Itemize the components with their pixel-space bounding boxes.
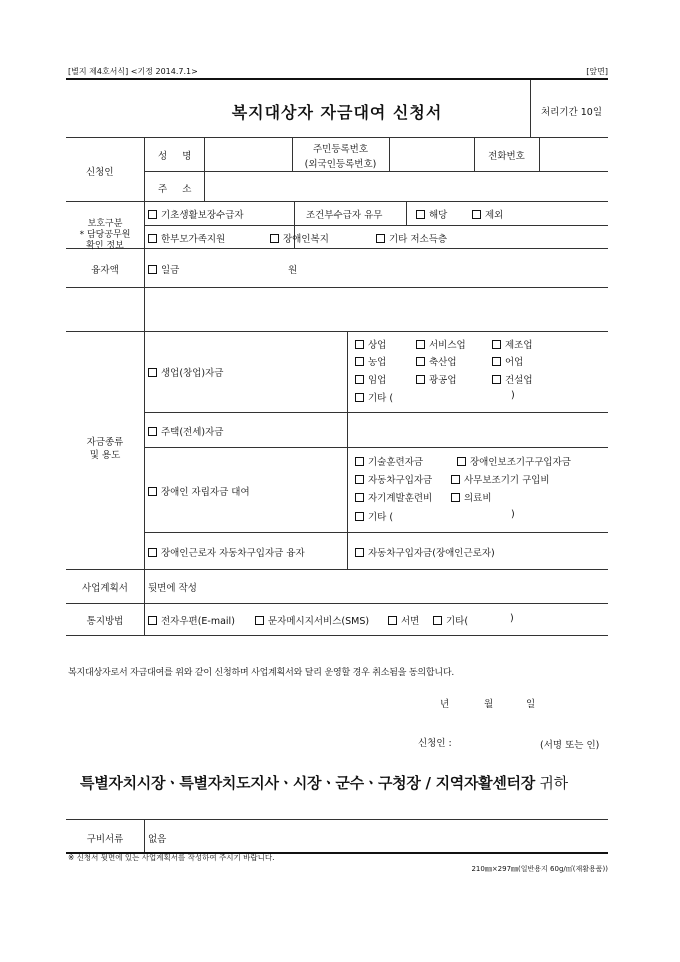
checkbox-icon[interactable]: [148, 210, 157, 219]
business-fund-option[interactable]: 생업(창업)자금: [148, 365, 223, 379]
application-form: [66, 78, 608, 854]
conditional-label: 조건부수급자 유무: [306, 210, 383, 221]
protection-label: 보호구분 * 담당공무원 확인 정보: [79, 219, 131, 251]
business-fishery[interactable]: 어업: [492, 354, 523, 368]
business-livestock[interactable]: 축산업: [416, 354, 457, 368]
self-development-fund[interactable]: 자기계발훈련비: [355, 490, 432, 504]
disabled-independence-option[interactable]: 장애인 자립자금 대여: [148, 484, 250, 498]
rrn-sublabel: (외국인등록번호): [304, 159, 377, 170]
amount-unit: 원: [288, 265, 298, 276]
addressee: [80, 772, 568, 793]
date-day[interactable]: 일: [526, 699, 536, 710]
business-service[interactable]: 서비스업: [416, 337, 466, 351]
notify-email[interactable]: 전자우편(E-mail): [148, 613, 235, 627]
business-forestry[interactable]: 임업: [355, 372, 386, 386]
single-parent-option[interactable]: 한부모가족지원: [148, 231, 225, 245]
phone-label: 전화번호: [488, 151, 525, 162]
car-purchase-fund[interactable]: 자동차구입자금: [355, 472, 432, 486]
conditional-no-option[interactable]: 제외: [472, 207, 503, 221]
addressee-officials: 특별자치시장ㆍ특별자치도지사ㆍ시장ㆍ군수ㆍ구청장 / 지역자활센터장: [80, 774, 535, 792]
checkbox-icon[interactable]: [355, 548, 364, 557]
checkbox-icon[interactable]: [255, 616, 264, 625]
checkbox-icon[interactable]: [148, 427, 157, 436]
conditional-yes-option[interactable]: 해당: [416, 207, 447, 221]
disabled-worker-option[interactable]: 장애인근로자 자동차구입자금 융자: [148, 545, 305, 559]
documents-value: 없음: [148, 834, 167, 845]
footnote: ※ 신청서 뒷면에 있는 사업계획서를 작성하여 주시기 바랍니다.: [68, 853, 275, 862]
checkbox-icon[interactable]: [148, 234, 157, 243]
notification-label: 통지방법: [86, 616, 124, 627]
notify-other[interactable]: 기타(: [433, 613, 468, 627]
checkbox-icon[interactable]: [148, 368, 157, 377]
paper-spec: 210㎜×297㎜(일반용지 60g/㎡(재활용품)): [471, 865, 608, 873]
form-title: 복지대상자 자금대여 신청서: [231, 103, 443, 122]
notify-sms[interactable]: 문자메시지서비스(SMS): [255, 613, 369, 627]
business-plan-label: 사업계획서: [82, 583, 128, 594]
disability-option[interactable]: 장애인복지: [270, 231, 329, 245]
checkbox-icon[interactable]: [148, 548, 157, 557]
business-mining[interactable]: 광공업: [416, 372, 457, 386]
amount-label: 융자액: [91, 265, 119, 276]
address-label: 주 소: [158, 184, 198, 195]
business-other-close: ): [511, 390, 515, 401]
basic-living-option[interactable]: 기초생활보장수급자: [148, 207, 244, 221]
notify-other-close: ): [510, 613, 514, 624]
addressee-suffix: 귀하: [539, 774, 568, 792]
business-commerce[interactable]: 상업: [355, 337, 386, 351]
disabled-worker-car-option[interactable]: 자동차구입자금(장애인근로자): [355, 545, 495, 559]
business-other[interactable]: 기타 (: [355, 390, 393, 404]
other-low-income-option[interactable]: 기타 저소득층: [376, 231, 447, 245]
independence-other-close: ): [511, 509, 515, 520]
form-number: [별지 제4호서식] <기정 2014.7.1>: [68, 67, 198, 76]
rrn-label: 주민등록번호: [312, 144, 369, 155]
processing-period: 처리기간 10일: [541, 107, 602, 118]
date-month[interactable]: 월: [484, 699, 494, 710]
checkbox-icon[interactable]: [433, 616, 442, 625]
checkbox-icon[interactable]: [472, 210, 481, 219]
business-manufacturing[interactable]: 제조업: [492, 337, 533, 351]
business-plan-value: 뒷면에 작성: [148, 583, 197, 594]
business-construction[interactable]: 건설업: [492, 372, 533, 386]
checkbox-icon[interactable]: [388, 616, 397, 625]
skills-training-fund[interactable]: 기술훈련자금: [355, 454, 423, 468]
checkbox-icon[interactable]: [270, 234, 279, 243]
checkbox-icon[interactable]: [148, 616, 157, 625]
applicant-label: 신청인: [86, 167, 114, 178]
checkbox-icon[interactable]: [148, 265, 157, 274]
name-label: 성 명: [158, 151, 198, 162]
funds-label: 자금종류 및 용도: [86, 437, 124, 461]
notify-paper[interactable]: 서면: [388, 613, 419, 627]
amount-lump-sum[interactable]: 일금: [148, 262, 179, 276]
assistive-device-fund[interactable]: 장애인보조기구구입자금: [457, 454, 571, 468]
office-equipment-fund[interactable]: 사무보조기기 구입비: [451, 472, 550, 486]
page-side: [앞면]: [586, 67, 608, 76]
checkbox-icon[interactable]: [148, 487, 157, 496]
declaration-text: 복지대상자로서 자금대여를 위와 같이 신청하며 사업계획서와 달리 운영할 경우 취소됨을 동의합니다.: [68, 668, 455, 678]
checkbox-icon[interactable]: [416, 210, 425, 219]
business-agriculture[interactable]: 농업: [355, 354, 386, 368]
documents-label: 구비서류: [86, 834, 124, 845]
independence-other[interactable]: 기타 (: [355, 509, 393, 523]
date-year[interactable]: 년: [440, 699, 450, 710]
housing-fund-option[interactable]: 주택(전세)자금: [148, 424, 223, 438]
signature-label[interactable]: 신청인 :: [418, 738, 452, 749]
signature-note: (서명 또는 인): [540, 740, 600, 751]
checkbox-icon[interactable]: [376, 234, 385, 243]
medical-fund[interactable]: 의료비: [451, 490, 492, 504]
